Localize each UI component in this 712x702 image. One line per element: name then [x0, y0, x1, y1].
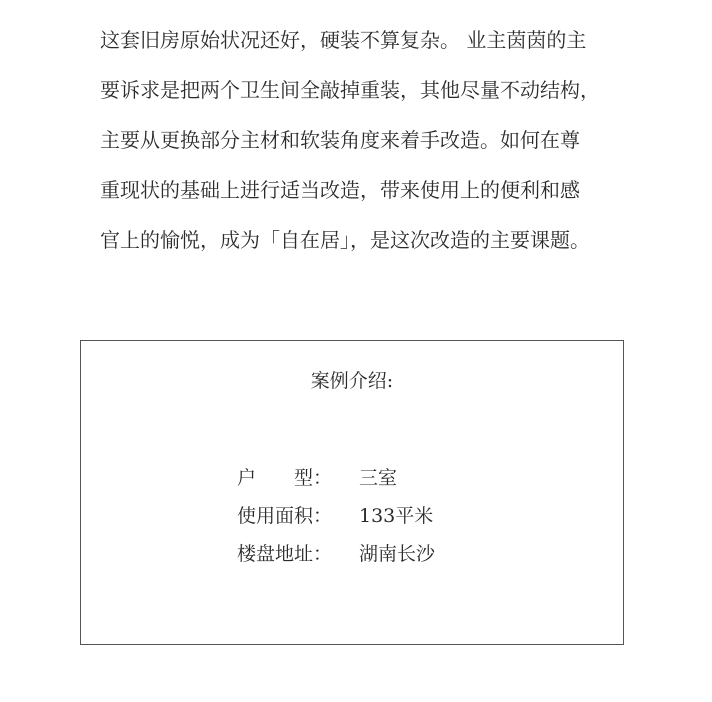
- intro-line: 要诉求是把两个卫生间全敲掉重装，其他尽量不动结构，: [100, 78, 600, 102]
- info-value: 133平米: [359, 505, 434, 527]
- info-row-address: [237, 541, 435, 579]
- info-row-area: [237, 503, 435, 541]
- info-row-layout: [237, 465, 435, 503]
- intro-line: 官上的愉悦，成为「自在居」，是这次改造的主要课题。: [100, 228, 590, 252]
- intro-line: 重现状的基础上进行适当改造，带来使用上的便利和感: [100, 178, 580, 202]
- info-value: 三室: [359, 467, 398, 489]
- intro-line: 这套旧房原始状况还好，硬装不算复杂。 业主茵茵的主: [100, 28, 587, 52]
- case-info-list: [237, 465, 435, 579]
- intro-paragraph: [100, 20, 620, 270]
- case-intro-box: [80, 340, 624, 645]
- info-label: 使用面积：: [237, 505, 333, 527]
- case-intro-title: 案例介绍:: [310, 370, 394, 392]
- info-label: 户 型：: [237, 467, 333, 489]
- info-value: 湖南长沙: [359, 543, 436, 565]
- intro-line: 主要从更换部分主材和软装角度来着手改造。如何在尊: [100, 128, 580, 152]
- info-label: 楼盘地址：: [237, 543, 333, 565]
